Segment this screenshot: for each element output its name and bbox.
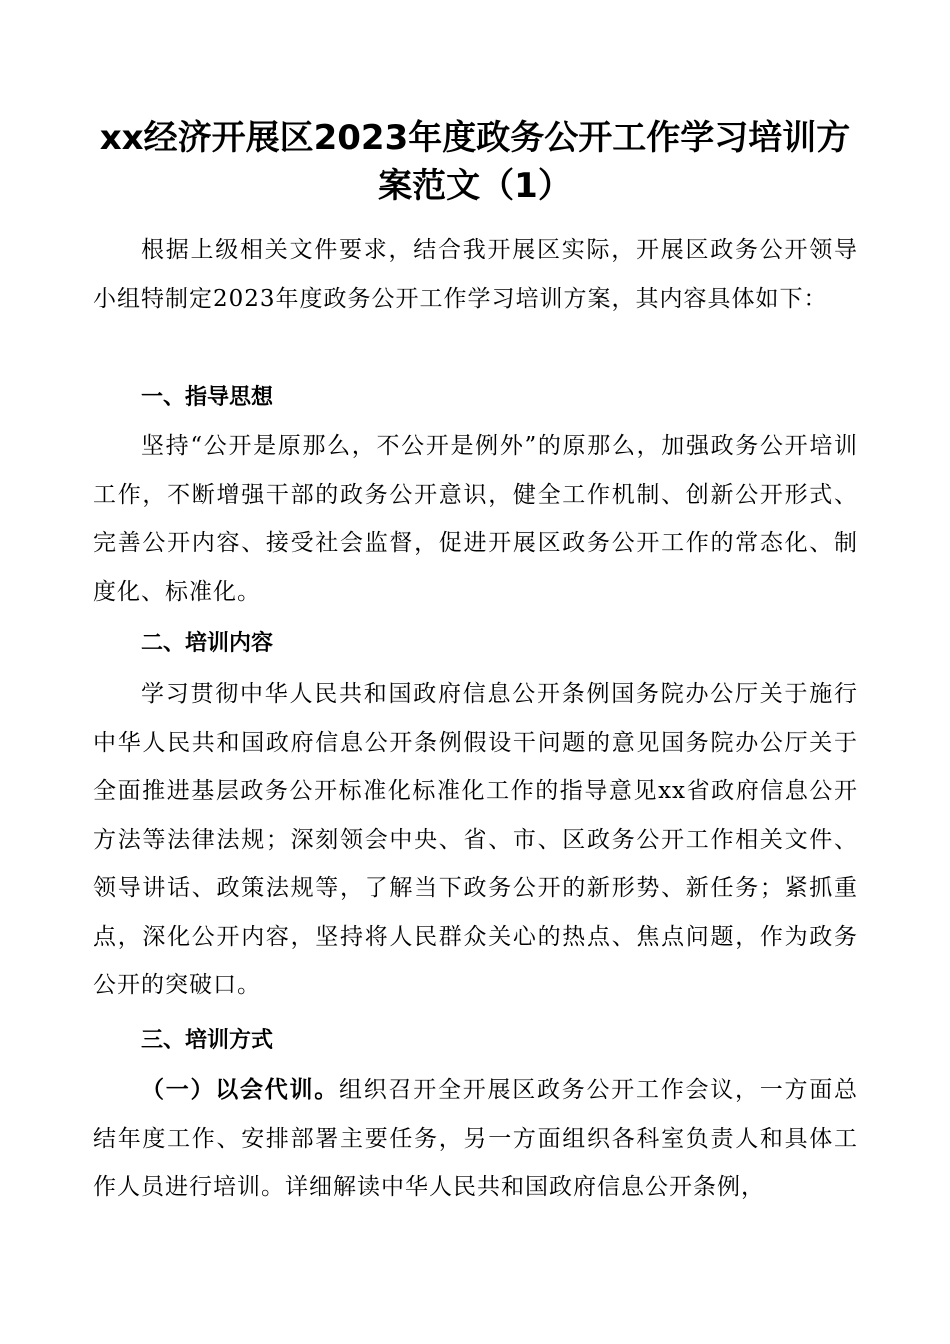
subsection-text: 组织召开全开展区政务公开工作会议，一方面总结年度工作、安排部署主要任务，另一方面组织各科室负责人和具体工作人员进行培训。详细解读中华人民共和国政府信息公开条例， [93, 1077, 858, 1200]
section-paragraph-guiding-ideology: 坚持“公开是原那么，不公开是例外”的原那么，加强政务公开培训工作，不断增强干部的政务公开意识，健全工作机制、创新公开形式、完善公开内容、接受社会监督，促进开展区政务公开工作的常态化、制度化、标准化。 [93, 433, 858, 605]
section-heading-guiding-ideology: 一、指导思想 [141, 385, 274, 410]
section-heading-training-method: 三、培训方式 [141, 1028, 274, 1053]
section-paragraph-training-content: 学习贯彻中华人民共和国政府信息公开条例国务院办公厅关于施行中华人民共和国政府信息公开条例假设干问题的意见国务院办公厅关于全面推进基层政务公开标准化标准化工作的指导意见xx省政府信息公开方法等法律法规；深刻领会中央、省、市、区政务公开工作相关文件、领导讲话、政策法规等，了解当下政务公开的新形势、新任务；紧抓重点，深化公开内容，坚持将人民群众关心的热点、焦点问题，作为政务公开的突破口。 [93, 681, 858, 998]
document-title-line-2: 案范文（1） [378, 166, 572, 206]
section-heading-training-content: 二、培训内容 [141, 631, 274, 656]
section-paragraph-training-method [93, 1066, 858, 1212]
document-title-line-1: xx经济开展区2023年度政务公开工作学习培训方 [99, 118, 851, 158]
subsection-lead: （一）以会代训。 [141, 1077, 339, 1103]
intro-paragraph: 根据上级相关文件要求，结合我开展区实际，开展区政务公开领导小组特制定2023年度政务公开工作学习培训方案，其内容具体如下： [93, 237, 858, 312]
